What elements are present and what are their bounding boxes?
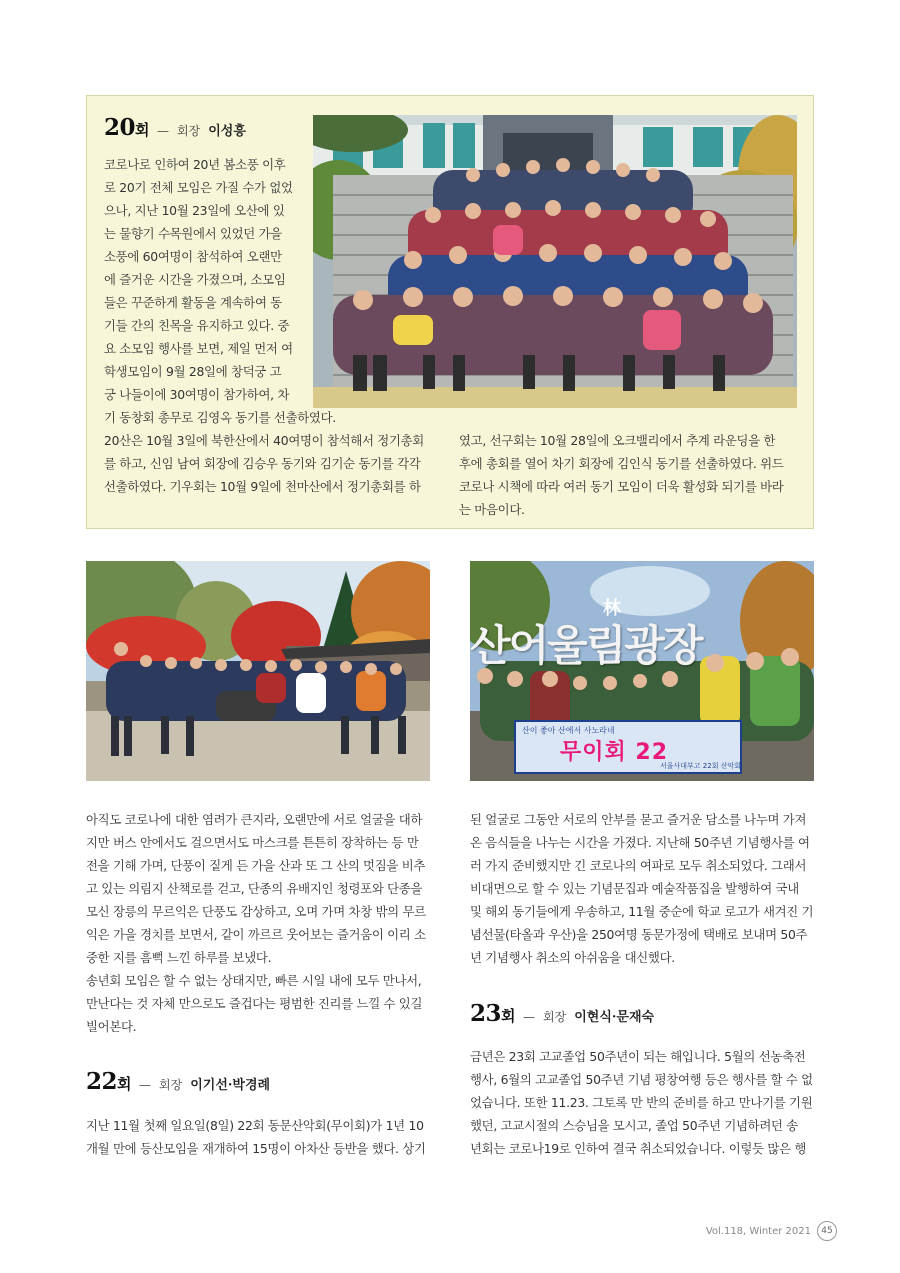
group-photo-stairs — [313, 115, 797, 408]
heading-role: 회장 — [543, 1010, 567, 1024]
park-sign-top: 林 — [603, 598, 621, 619]
section-21-text: 아직도 코로나에 대한 염려가 큰지라, 오랜만에 서로 얼굴을 대하 지만 버스 안에서도 걸으면서도 마스크를 튼튼히 장착하는 등 만 전을 기해 가며, 단풍이 짙게 든 가을 산과 또 그 산의 멋짐을 비추 고 있는 의림지 산책로를 걷고, 단종의 유배지인 청령포와 단종을 모신 장릉의 무르익은 단풍도 감상하고, 오며 가며 차창 밖의 무르 익은 가을 경치를 보면서, 같이 까르르 웃어보는 즐거움이 이리 소 중한 지를 흠뻑 느낀 하루를 보냈다. 송년회 모임은 할 수 없는 상태지만, 빠른 시일 내에 모두 만나서, 만난다는 것 자체 만으로도 즐겁다는 평범한 진리를 느낄 수 있길 빌어본다. — [86, 812, 426, 1034]
park-sign: 산어울림광장 — [470, 621, 702, 670]
banner-sign-text: 산이 좋아 산에서 사노라네 — [522, 726, 615, 735]
photo-park-banner — [470, 561, 814, 781]
heading-role: 회장 — [177, 124, 201, 138]
heading-role: 회장 — [159, 1078, 183, 1092]
president-name: 이성흥 — [208, 124, 246, 139]
banner-subtitle: 서울사대부고 22회 산악회 — [660, 762, 741, 770]
section-20-number: 20회 — [104, 114, 150, 141]
section-23-heading — [470, 1000, 654, 1027]
section-20-box — [86, 95, 814, 529]
section-20-text-left: 코로나로 인하여 20년 봄소풍 이후 로 20기 전체 모임은 가질 수가 없었 으나, 지난 10월 23일에 오산에 있 는 물향기 수목원에서 있었던 가을 소풍에 60여명이 참석하여 오랜만 에 즐거운 시간을 가졌으며, 소모임 들은 꾸준하게 활동을 계속하여 동 기들 간의 친목을 유지하고 있다. 중 요 소모임 행사를 보면, 제일 먼저 여 학생모임이 9월 28일에 창덕궁 고 궁 나들이에 30여명이 참가하여, 차 기 동창회 총무로 김영옥 동기를 선출하였다. 20산은 10월 3일에 북한산에서 40여명이 참석해서 정기총회 를 하고, 신임 남여 회장에 김승우 동기와 김기순 동기를 각각 선출하였다. 기우회는 10월 9일에 천마산에서 정기총회를 하 — [104, 157, 424, 494]
banner-title: 무이회 22 — [560, 740, 669, 765]
president-name: 이기선·박경례 — [190, 1078, 271, 1093]
page-footer — [706, 1221, 837, 1241]
section-22-text-left: 지난 11월 첫째 일요일(8일) 22회 동문산악회(무이회)가 1년 10 개월 만에 등산모임을 재개하여 15명이 아차산 등반을 했다. 상기 — [86, 1118, 426, 1156]
section-20-heading — [104, 114, 246, 141]
section-22-text-right: 된 얼굴로 그동안 서로의 안부를 묻고 즐거운 담소를 나누며 가져 온 음식들을 나누는 시간을 가졌다. 지난해 50주년 기념행사를 여 러 가지 준비했지만 긴 코로나의 여파로 모두 취소되었다. 그래서 비대면으로 할 수 있는 기념문집과 예술작품집을 발행하여 국내 및 해외 동기들에게 우송하고, 11월 중순에 학교 로고가 새겨진 기 념선물(타올과 우산)을 250여명 동문가정에 택배로 보내며 50주 년 기념행사 취소의 아쉬움을 대신했다. — [470, 812, 814, 965]
heading-dash: — — [139, 1078, 152, 1092]
section-22-number: 22회 — [86, 1068, 132, 1095]
president-name: 이현식·문재숙 — [574, 1010, 655, 1025]
section-20-text-right: 였고, 선구회는 10월 28일에 오크밸리에서 추계 라운딩을 한 후에 총회를 열어 차기 회장에 김인식 동기를 선출하였다. 위드 코로나 시책에 따라 여러 동기 모임이 더욱 활성화 되기를 바라 는 마음이다. — [459, 433, 784, 517]
issue-label: Vol.118, Winter 2021 — [705, 1225, 811, 1237]
section-23-number: 23회 — [470, 1000, 516, 1027]
heading-dash: — — [523, 1010, 536, 1024]
page-number: 45 — [817, 1221, 837, 1241]
heading-dash: — — [157, 124, 170, 138]
photo-autumn-temple — [86, 561, 430, 781]
section-23-text: 금년은 23회 고교졸업 50주년이 되는 해입니다. 5월의 선농축전 행사, 6월의 고교졸업 50주년 기념 평창여행 등은 행사를 할 수 없 었습니다. 또한 11.23. 그토록 만 반의 준비를 하고 만나기를 기원 했던, 고교시절의 스승님을 모시고, 졸업 50주년 기념하려던 송 년회는 코로나19로 인하여 결국 취소되었습니다. 이렇듯 많은 행 — [470, 1049, 813, 1156]
section-22-heading — [86, 1068, 270, 1095]
